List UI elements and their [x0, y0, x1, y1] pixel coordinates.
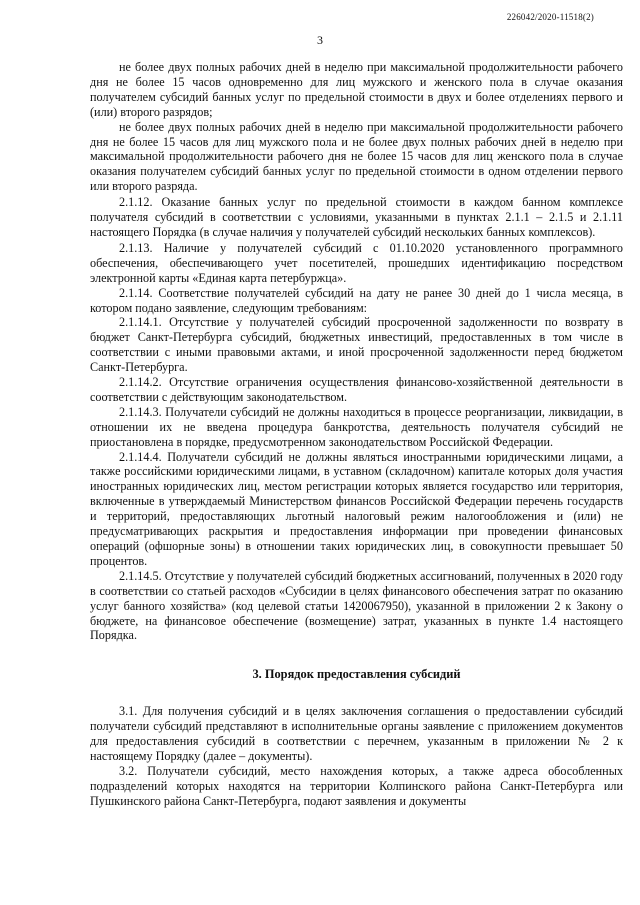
paragraph: не более двух полных рабочих дней в неделю при максимальной продолжительности рабочего дня не более 15 часов одновременно для лиц мужского и женского пола в случае оказания получателем субсидий банных услуг по предельной стоимости в двух и более отделениях первого и (или) второго разрядов;: [90, 60, 623, 119]
page-number: 3: [317, 33, 323, 47]
paragraph-2-1-14-2: 2.1.14.2. Отсутствие ограничения осуществления финансово-хозяйственной деятельности в соответствии с действующим законодательством.: [90, 375, 623, 404]
paragraph-3-1: 3.1. Для получения субсидий и в целях заключения соглашения о предоставлении субсидий получатели субсидий представляют в исполнительные органы заявление с приложением документов для предоставления субсидий в соответствии с перечнем, указанным в приложении № 2 к настоящему Порядку (далее – документы).: [90, 704, 623, 763]
paragraph-2-1-14-5: 2.1.14.5. Отсутствие у получателей субсидий бюджетных ассигнований, полученных в 2020 году в соответствии со статьей расходов «Субсидии в целях финансового обеспечения затрат по оказанию услуг банного хозяйства» (код целевой статьи 1420067950), указанной в приложении 2 к Закону о бюджете, на финансовое обеспечение (возмещение) затрат, указанных в пункте 1.4 настоящего Порядка.: [90, 568, 623, 643]
document-registration-number: 226042/2020-11518(2): [506, 12, 594, 22]
paragraph-3-2: 3.2. Получатели субсидий, место нахождения которых, а также адреса обособленных подразделений которых находятся на территории Колпинского района Санкт-Петербурга или Пушкинского района Санкт-Петербурга, подают заявления и документы: [90, 763, 623, 808]
paragraph: не более двух полных рабочих дней в неделю при максимальной продолжительности рабочего дня не более 15 часов для лиц мужского пола и не более двух полных рабочих дней в неделю при максимальной продолжительности рабочего дня не более 15 часов для лиц женского пола в случае оказания получателем субсидий банных услуг по предельной стоимости в одном отделении первого или второго разряда.: [90, 119, 623, 194]
section-3-heading: 3. Порядок предоставления субсидий: [252, 667, 461, 682]
paragraph-2-1-14-4: 2.1.14.4. Получатели субсидий не должны являться иностранными юридическими лицами, а также российскими юридическими лицами, в уставном (складочном) капитале которых доля участия иностранных юридических лиц, местом регистрации которых является государство или территория, включенные в утверждаемый Министерством финансов Российской Федерации перечень государств и территорий, предоставляющих льготный налоговый режим налогообложения и (или) не предусматривающих раскрытия и предоставления информации при проведении финансовых операций (офшорные зоны) в отношении таких юридических лиц, в совокупности превышает 50 процентов.: [90, 449, 623, 568]
paragraph-2-1-12: 2.1.12. Оказание банных услуг по предельной стоимости в каждом банном комплексе получателя субсидий в соответствии с условиями, указанными в пунктах 2.1.1 – 2.1.5 и 2.1.11 настоящего Порядка (в случае наличия у получателей субсидий нескольких банных комплексов).: [90, 195, 623, 239]
paragraph-2-1-14-1: 2.1.14.1. Отсутствие у получателей субсидий просроченной задолженности по возврату в бюджет Санкт-Петербурга субсидий, бюджетных инвестиций, предоставленных в том числе в соответствии с иными правовыми актами, и иной просроченной задолженности перед бюджетом Санкт-Петербурга.: [90, 315, 623, 375]
paragraph-2-1-13: 2.1.13. Наличие у получателей субсидий с 01.10.2020 установленного программного обеспечения, обеспечивающего учет посетителей, прошедших идентификацию посредством электронной карты «Единая карта петербуржца».: [90, 240, 623, 285]
document-body: [90, 60, 623, 809]
paragraph-2-1-14-3: 2.1.14.3. Получатели субсидий не должны находиться в процессе реорганизации, ликвидации, в отношении их не введена процедура банкротства, деятельность получателя субсидий не приостановлена в порядке, предусмотренном законодательством Российской Федерации.: [90, 404, 623, 449]
paragraph-2-1-14: 2.1.14. Соответствие получателей субсидий на дату не ранее 30 дней до 1 числа месяца, в котором подано заявление, следующим требованиям:: [90, 285, 623, 315]
